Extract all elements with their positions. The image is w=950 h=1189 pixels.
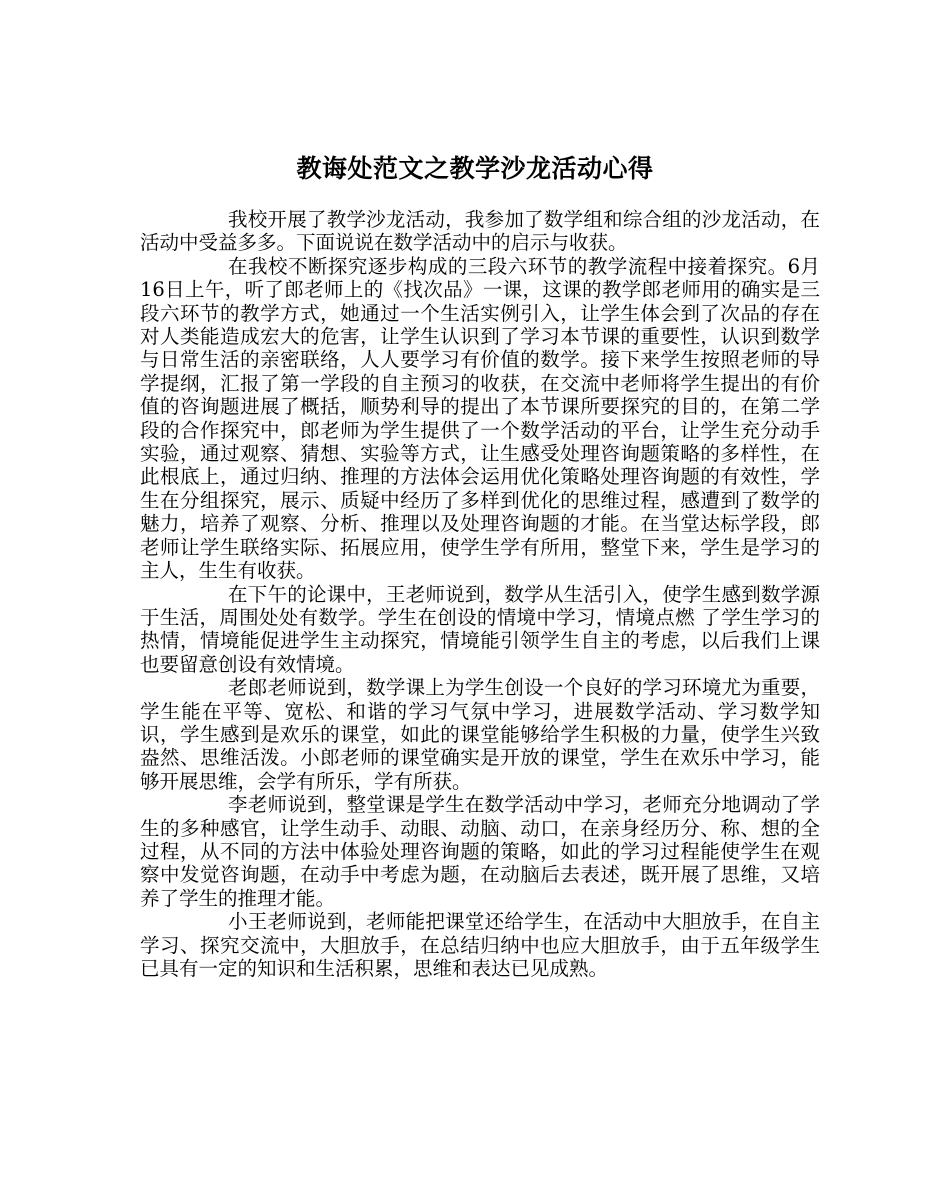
paragraph-intro: 我校开展了教学沙龙活动，我参加了数学组和综合组的沙龙活动，在活动中受益多多。下面说说在数学活动中的启示与收获。 bbox=[140, 208, 820, 255]
document-title: 教诲处范文之教学沙龙活动心得 bbox=[296, 153, 654, 183]
paragraph-teacher-lang-comment: 老郎老师说到，数学课上为学生创设一个良好的学习环境尤为重要，学生能在平等、宽松、和谐的学习气氛中学习，进展数学活动、学习数学知识，学生感到是欢乐的课堂，如此的课堂能够给学生积极的力量，使学生兴致盎然、思维活泼。小郎老师的课堂确实是开放的课堂，学生在欢乐中学习，能够开展思维，会学有所乐，学有所获。 bbox=[140, 676, 820, 793]
document-body bbox=[140, 208, 820, 980]
paragraph-young-teacher-wang-comment: 小王老师说到，老师能把课堂还给学生，在活动中大胆放手，在自主学习、探究交流中，大胆放手，在总结归纳中也应大胆放手，由于五年级学生已具有一定的知识和生活积累，思维和表达已见成熟。 bbox=[140, 910, 820, 980]
paragraph-teacher-wang-comment: 在下午的论课中，王老师说到，数学从生活引入，使学生感到数学源于生活，周围处处有数学。学生在创设的情境中学习，情境点燃 了学生学习的热情，情境能促进学生主动探究，情境能引领学生自主的考虑，以后我们上课也要留意创设有效情境。 bbox=[140, 582, 820, 676]
paragraph-teacher-li-comment: 李老师说到，整堂课是学生在数学活动中学习，老师充分地调动了学生的多种感官，让学生动手、动眼、动脑、动口，在亲身经历分、称、想的全过程，从不同的方法中体验处理咨询题的策略，如此的学习过程能使学生在观察中发觉咨询题，在动手中考虑为题，在动脑后去表述，既开展了思维，又培养了学生的推理才能。 bbox=[140, 793, 820, 910]
paragraph-lesson-observation: 在我校不断探究逐步构成的三段六环节的教学流程中接着探究。6月16日上午，听了郎老师上的《找次品》一课，这课的教学郎老师用的确实是三段六环节的教学方式，她通过一个生活实例引入，让学生体会到了次品的存在对人类能造成宏大的危害，让学生认识到了学习本节课的重要性，认识到数学与日常生活的亲密联络，人人要学习有价值的数学。接下来学生按照老师的导学提纲，汇报了第一学段的自主预习的收获，在交流中老师将学生提出的有价值的咨询题进展了概括，顺势利导的提出了本节课所要探究的目的，在第二学段的合作探究中，郎老师为学生提供了一个数学活动的平台，让学生充分动手实验，通过观察、猜想、实验等方式，让生感受处理咨询题策略的多样性，在此根底上，通过归纳、推理的方法体会运用优化策略处理咨询题的有效性，学生在分组探究，展示、质疑中经历了多样到优化的思维过程，感遭到了数学的魅力，培养了观察、分析、推理以及处理咨询题的才能。在当堂达标学段，郎老师让学生联络实际、拓展应用，使学生学有所用，整堂下来，学生是学习的主人，生生有收获。 bbox=[140, 254, 820, 583]
